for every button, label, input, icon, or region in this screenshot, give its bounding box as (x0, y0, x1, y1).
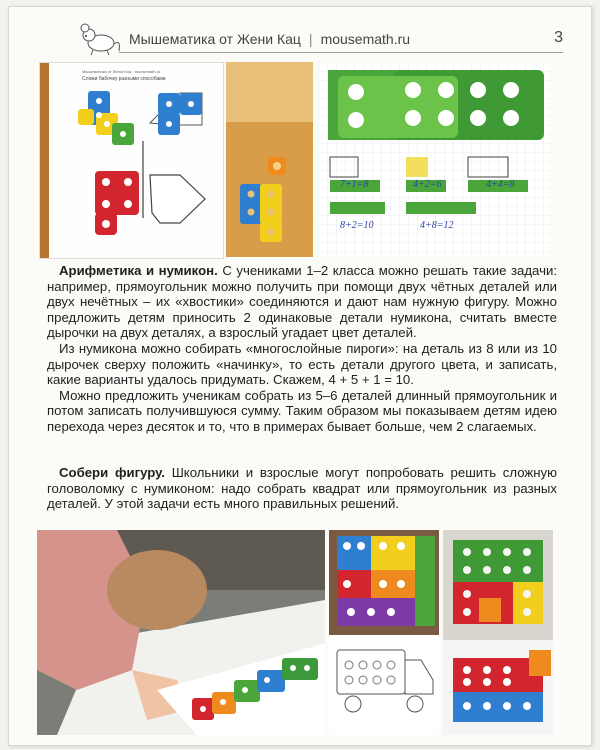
section-puzzle (47, 465, 557, 512)
puzzle-square-illustration (443, 530, 553, 735)
photo-child-writing (37, 530, 325, 735)
puzzle-para: Собери фигуру. Школьники и взрослые могут попробовать решить сложную головоломку с нумиконом: надо собрать квадрат или прямоугольник из разных деталей. У этой задачи есть много правильных решений. (47, 465, 557, 512)
section-arithmetic (47, 263, 557, 435)
eq-4: 8+2=10 (340, 220, 374, 231)
butterfly-illustration (40, 63, 223, 258)
photo-puzzle-truck (329, 530, 439, 735)
arithmetic-para-2: Из нумикона можно собирать «многослойные пироги»: на деталь из 8 или из 10 дырочек сверху положить «начинку», то есть детали другого цвета, и записать, какие варианты удалось придумать. Скажем, 4 + 5 + 1 = 10. (47, 340, 557, 388)
puzzle-truck-illustration (329, 530, 439, 735)
eq-1: 7+1=8 (340, 179, 369, 190)
page-header (9, 7, 591, 57)
header-title-line (129, 31, 410, 47)
arithmetic-para-3: Можно предложить ученикам собрать из 5–6 деталей длинный прямоугольник и потом записать получившуюся сумму. Таким образом мы показываем детям идею перехода через десяток и то, что в примерах бывает больше, чем 2 слагаемых. (47, 387, 557, 434)
child-writing-illustration (37, 530, 325, 735)
eq-5: 4+8=12 (420, 220, 454, 231)
worksheet-caption: Сложи бабочку разными способами (82, 76, 166, 82)
photo-numicon-notebook (318, 62, 550, 257)
puzzle-heading: Собери фигуру. (59, 465, 165, 480)
header-title: Мышематика от Жени Кац (129, 31, 301, 47)
photo-pieces-on-wood (226, 62, 313, 257)
eq-2: 4+2=6 (413, 179, 442, 190)
page-number: 3 (554, 29, 563, 46)
worksheet-brand: Мышематика от Жени Кац · mousemath.ru (82, 69, 161, 74)
mouse-logo-icon (75, 17, 123, 57)
arithmetic-para-1: Арифметика и нумикон. С учениками 1–2 класса можно решать такие задачи: например, прямоугольник можно получить при помощи двух чётных деталей или двух нечётных – их «хвостики» соединяются и дают нам нужную фигуру. Можно предложить детям приносить 2 одинаковые детали нумикона, считать вместе дырочки на двух деталях, а взрослый угадает цвет деталей. (47, 263, 557, 341)
photo-puzzle-square (443, 530, 553, 735)
header-site: mousemath.ru (320, 31, 411, 47)
numicon-pieces-illustration (226, 62, 313, 257)
photo-butterfly-worksheet (39, 62, 224, 259)
header-rule (119, 52, 563, 53)
arithmetic-heading: Арифметика и нумикон. (59, 263, 218, 278)
eq-3: 4+4=8 (486, 179, 515, 190)
book-page (8, 6, 592, 746)
header-separator: | (308, 31, 313, 47)
